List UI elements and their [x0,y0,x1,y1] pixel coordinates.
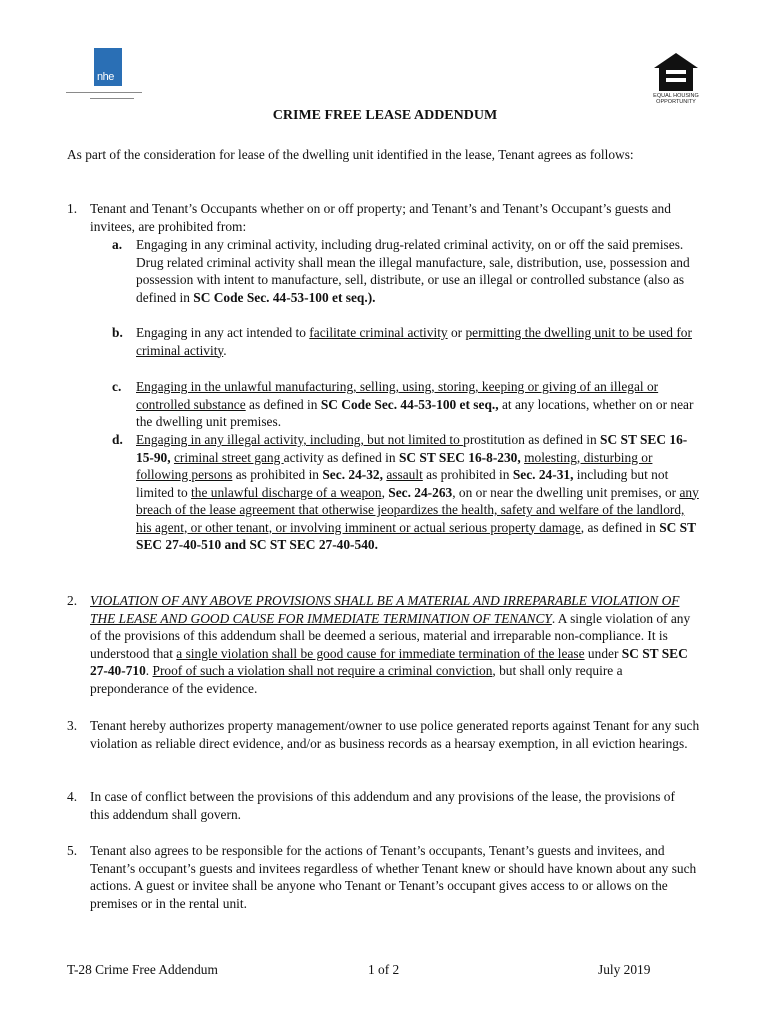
nhe-logo-mark: nhe [94,48,122,86]
subitem-letter: c. [112,379,122,394]
nhe-logo-caption-line [66,92,142,93]
item-2: VIOLATION OF ANY ABOVE PROVISIONS SHALL BE A MATERIAL AND IRREPARABLE VIOLATION OF THE LEASE AND GOOD CAUSE FOR IMMEDIATE TERMINATION OF TENANCY. A single violation of any of the provisions of this addendum shall be deemed a serious, material and irreparable non-compliance. It is understood that a single violation shall be good cause for immediate termination of the lease under SC ST SEC 27-40-710. Proof of such a violation shall not require a criminal conviction, but shall only require a preponderance of the evidence. [90,593,691,696]
item-number: 5. [67,843,78,858]
nhe-logo-caption-line [90,98,134,99]
item-number: 4. [67,789,78,804]
nhe-logo [60,48,144,104]
subitem-d: d. Engaging in any illegal activity, including, but not limited to prostitution as defined in SC ST SEC 16-15-90, criminal street gang activity as defined in SC ST SEC 16-8-230, molesting, disturbing or following persons as prohibited in Sec. 24-32, assault as prohibited in Sec. 24-31, including but not limited to the unlawful discharge of a weapon, Sec. 24-263, on or near the dwelling unit premises, or any breach of the lease agreement that otherwise jeopardizes the health, safety and welfare of the landlord, his agent, or other tenant, or involving imminent or actual serious property damage, as defined in SC ST SEC 27-40-510 and SC ST SEC 27-40-540. [112,432,699,552]
footer-form-id: T-28 Crime Free Addendum [67,962,218,977]
item-4: In case of conflict between the provisions of this addendum and any provisions of the lease, the provisions of this addendum shall govern. [90,789,675,822]
subitem-letter: b. [112,325,123,340]
subitem-c: c. Engaging in the unlawful manufacturing, selling, using, storing, keeping or giving of an illegal or controlled substance as defined in SC Code Sec. 44-53-100 et seq., at any locations, whether on or near the dwelling unit premises. [112,379,694,429]
equal-housing-house-icon [652,52,700,92]
equal-housing-logo [648,52,704,108]
footer-date: July 2019 [598,962,651,977]
item-5: Tenant also agrees to be responsible for the actions of Tenant’s occupants, Tenant’s guests and invitees, and Tenant’s occupant’s guests and invitees regardless of whether Tenant knew or should have known about any such actions. A guest or invitee shall be anyone who Tenant or Tenant’s occupant gives access to or allows on the premises or in the rental unit. [90,843,697,911]
subitem-a: a. Engaging in any criminal activity, including drug-related criminal activity, on or off the said premises. Drug related criminal activity shall mean the illegal manufacture, sale, distribution, use, possession and possession with intent to manufacture, sell, distribute, or use an illegal or controlled substance (also as defined in SC Code Sec. 44-53-100 et seq.). [112,237,690,305]
subitem-b: b. Engaging in any act intended to facilitate criminal activity or permitting the dwelling unit to be used for criminal activity. [112,325,692,358]
item-number: 2. [67,593,78,608]
item-3: Tenant hereby authorizes property management/owner to use police generated reports against Tenant for any such violation as reliable direct evidence, and/or as business records as a hearsay exemption, in all eviction hearings. [90,718,700,751]
footer-page-number: 1 of 2 [368,962,400,977]
document-title: CRIME FREE LEASE ADDENDUM [272,108,498,123]
intro-paragraph: As part of the consideration for lease of the dwelling unit identified in the lease, Tenant agrees as follows: [67,147,634,162]
equal-housing-label: EQUAL HOUSING OPPORTUNITY [653,93,699,105]
item-number: 3. [67,718,78,733]
subitem-letter: a. [112,237,123,252]
item-1: Tenant and Tenant’s Occupants whether on or off property; and Tenant’s and Tenant’s Occupant’s guests and invitees, are prohibited from: [90,201,671,234]
item-number: 1. [67,201,78,216]
subitem-letter: d. [112,432,123,447]
